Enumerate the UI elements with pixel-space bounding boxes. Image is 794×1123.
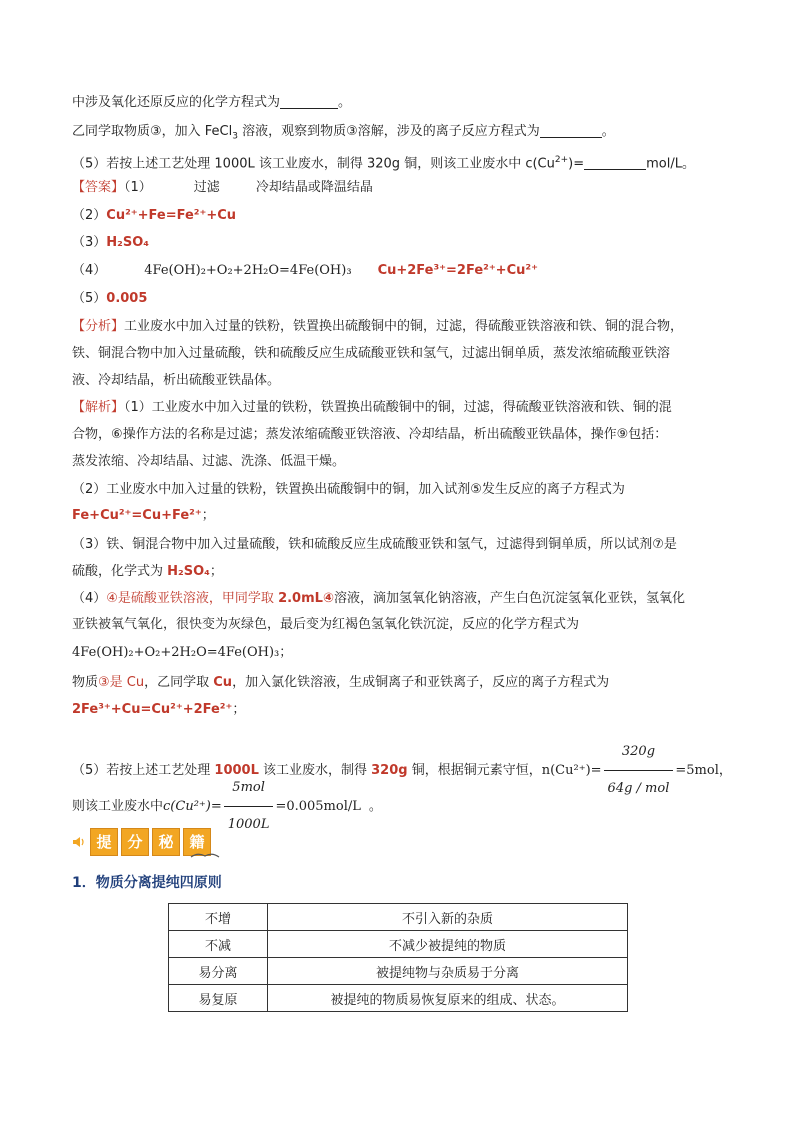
subscript: 3: [232, 131, 238, 142]
explain-text: 亚铁被氧气氧化，很快变为灰绿色，最后变为红褐色氢氧化铁沉淀，反应的化学方程式为: [72, 617, 580, 632]
badge-char: 秘: [152, 828, 180, 856]
table-cell-value: 被提纯物与杂质易于分离: [268, 958, 628, 985]
explain-line-6: [72, 535, 677, 555]
principles-table: [168, 903, 628, 1012]
question-line-1: [72, 93, 351, 113]
analysis-text: 液、冷却结晶，析出硫酸亚铁晶体。: [72, 373, 281, 388]
table-cell-value: 不引入新的杂质: [268, 904, 628, 931]
fraction: [224, 770, 274, 843]
punct: ；: [209, 564, 223, 579]
superscript: 2+: [554, 155, 569, 165]
explain-line-4: [72, 480, 625, 500]
explain-line-2: [72, 425, 667, 445]
explain-text: （3）铁、铜混合物中加入过量硫酸，铁和硫酸反应生成硫酸亚铁和氢气，过滤得到铜单质，所以试剂⑦是: [72, 537, 677, 552]
question-text: 乙同学取物质③，加入 FeCl: [72, 124, 233, 139]
explain-text: （1）工业废水中加入过量的铁粉，铁置换出硫酸铜中的铜，过滤，得硫酸亚铁溶液和铁、铜的混: [124, 400, 672, 415]
speaker-icon: [72, 835, 86, 849]
explain-line-12: [72, 700, 245, 720]
answer-number: （3）: [72, 235, 107, 250]
explain-text: 蒸发浓缩、冷却结晶、过滤、洗涤、低温干燥。: [72, 454, 346, 469]
table-row: [169, 931, 628, 958]
table-cell-key: 不减: [169, 931, 268, 958]
answer-blank: [584, 155, 646, 170]
analysis-line-3: [72, 371, 280, 391]
punct: ；: [279, 645, 293, 660]
explain-line-1: [72, 398, 672, 418]
explain-line-3: [72, 452, 345, 472]
fraction-denominator: 64g / mol: [607, 781, 670, 796]
answer-number: （4）: [72, 263, 107, 278]
analysis-tag: 【分析】: [72, 319, 125, 334]
answer-line-2: [72, 206, 236, 226]
table-cell-key: 易复原: [169, 985, 268, 1012]
explain-formula: Fe+Cu²⁺=Cu+Fe²⁺: [72, 508, 202, 523]
answer-equation: 4Fe(OH)₂+O₂+2H₂O=4Fe(OH)₃: [144, 263, 352, 278]
explain-line-5: [72, 506, 215, 526]
punct: 。: [601, 124, 615, 139]
question-text: 中涉及氧化还原反应的化学方程式为: [72, 95, 281, 110]
explain-tag: 【解析】: [72, 400, 125, 415]
explain-text: （5）若按上述工艺处理: [72, 763, 215, 778]
analysis-text: 铁、铜混合物中加入过量硫酸，铁和硫酸反应生成硫酸亚铁和氢气，过滤出铜单质，蒸发浓缩硫酸亚铁溶: [72, 346, 671, 361]
question-text: mol/L。: [646, 156, 695, 172]
analysis-line-2: [72, 344, 670, 364]
explain-formula: 2Fe³⁺+Cu=Cu²⁺+2Fe²⁺: [72, 702, 233, 717]
badge-char: 分: [121, 828, 149, 856]
explain-highlight: ④是硫酸亚铁溶液，甲同学取: [106, 591, 279, 606]
fraction-numerator: 5mol: [224, 770, 274, 807]
explain-text: ，加入氯化铁溶液，生成铜离子和亚铁离子，反应的离子方程式为: [232, 675, 610, 690]
explain-line-9: [72, 615, 579, 635]
answer-blank: [540, 123, 602, 138]
explain-text: 合物，⑥操作方法的名称是过滤；蒸发浓缩硫酸亚铁溶液、冷却结晶，析出硫酸亚铁晶体，操作⑨包括：: [72, 427, 668, 442]
explain-equation: 4Fe(OH)₂+O₂+2H₂O=4Fe(OH)₃: [72, 645, 280, 660]
answer-number: （5）: [72, 291, 107, 306]
table-row: [169, 985, 628, 1012]
answer-line-4: [72, 261, 538, 281]
answer-value: 0.005: [106, 291, 148, 306]
question-text: 溶液，观察到物质③溶解，涉及的离子反应方程式为: [237, 124, 540, 139]
section-title: 1．物质分离提纯四原则: [72, 875, 222, 891]
explain-text: 硫酸，化学式为: [72, 564, 168, 579]
answer-line-3: [72, 233, 149, 253]
explain-equation: =5mol，: [675, 763, 732, 778]
explain-text: ，乙同学取: [144, 675, 214, 690]
explain-highlight: ③是 Cu: [98, 675, 145, 690]
explain-highlight: Cu: [213, 675, 233, 690]
answer-formula: H₂SO₄: [106, 235, 149, 250]
answer-text: 过滤: [193, 180, 220, 195]
explain-equation: n(Cu²⁺)=: [541, 763, 602, 778]
explain-line-11: [72, 673, 609, 693]
punct: ；: [201, 508, 215, 523]
explain-text: 该工业废水，制得: [258, 763, 372, 778]
explain-line-7: [72, 562, 223, 582]
table-row: [169, 958, 628, 985]
answer-number: （1）: [124, 180, 152, 195]
answer-line-5: [72, 289, 147, 309]
fraction-denominator: 1000L: [227, 817, 270, 832]
question-text: )=: [568, 156, 585, 172]
table-cell-value: 被提纯的物质易恢复原来的组成、状态。: [268, 985, 628, 1012]
punct: 。: [368, 799, 382, 814]
answer-tag: 【答案】: [72, 180, 125, 195]
badge-char: 提: [90, 828, 118, 856]
answer-number: （2）: [72, 208, 107, 223]
analysis-line-1: [72, 317, 683, 337]
analysis-text: 工业废水中加入过量的铁粉，铁置换出硫酸铜中的铜，过滤，得硫酸亚铁溶液和铁、铜的混合物，: [124, 319, 684, 334]
answer-text: 冷却结晶或降温结晶: [255, 180, 373, 195]
explain-highlight: 2.0mL④: [278, 591, 334, 606]
answer-formula: Cu+2Fe³⁺=2Fe²⁺+Cu²⁺: [377, 263, 538, 278]
explain-equation: =0.005mol/L: [275, 799, 361, 814]
table-cell-key: 易分离: [169, 958, 268, 985]
explain-text: 溶液，滴加氢氧化钠溶液，产生白色沉淀氢氧化亚铁，氢氧化: [333, 591, 685, 606]
fraction-numerator: 320g: [604, 734, 674, 771]
explain-text: 铜，根据铜元素守恒，: [407, 763, 542, 778]
answer-blank: [280, 94, 338, 109]
table-row: [169, 904, 628, 931]
explain-text: 物质: [72, 675, 99, 690]
question-text: （5）若按上述工艺处理 1000L 该工业废水，制得 320g 铜，则该工业废水中 c(Cu: [72, 156, 555, 172]
badge-char: 籍: [183, 828, 211, 856]
punct: 。: [338, 95, 352, 110]
explain-equation: c(Cu²⁺)=: [163, 799, 222, 814]
explain-formula: H₂SO₄: [167, 564, 210, 579]
answer-formula: Cu²⁺+Fe=Fe²⁺+Cu: [106, 208, 237, 223]
fraction: [604, 734, 674, 807]
explain-line-10: [72, 643, 292, 663]
question-line-2: [72, 122, 615, 147]
explain-highlight: 320g: [371, 763, 408, 778]
book-icon: [190, 852, 220, 858]
explain-highlight: 1000L: [214, 763, 259, 778]
explain-line-8: [72, 589, 685, 609]
explain-text: 则该工业废水中: [72, 799, 164, 814]
question-line-3: [72, 150, 695, 174]
explain-text: （2）工业废水中加入过量的铁粉，铁置换出硫酸铜中的铜，加入试剂⑤发生反应的离子方程式为: [72, 482, 625, 497]
punct: ；: [232, 702, 246, 717]
answer-line-1: [72, 178, 373, 198]
table-cell-value: 不减少被提纯的物质: [268, 931, 628, 958]
table-cell-key: 不增: [169, 904, 268, 931]
explain-text: （4）: [72, 591, 107, 606]
